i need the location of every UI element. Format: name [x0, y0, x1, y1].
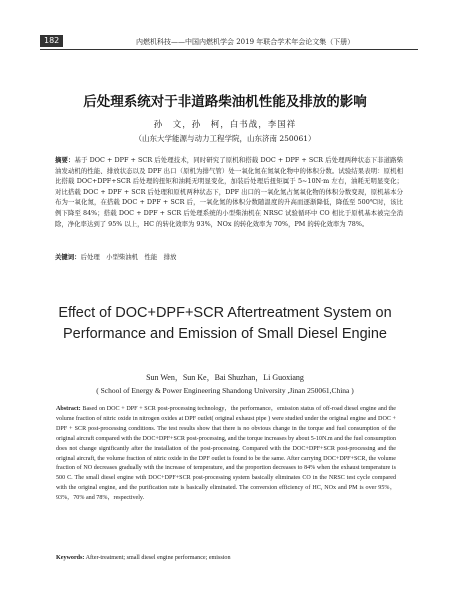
running-header	[40, 37, 418, 50]
english-affiliation: ( School of Energy & Power Engineering Shandong University ,Jinan 250061,China )	[96, 386, 354, 395]
chinese-keywords-label: 关键词：	[55, 253, 81, 261]
english-abstract-text: Based on DOC + DPF + SCR post-processing technology，the performance，emission status of off-road diesel engine and the volume fraction of nitric oxide in nitrogen oxides at DPF outlet( original exhaust pipe ) were studied under the original engine and DOC + DPF + SCR post-processing conditions. The test results show that there is no obvious change in the torque and fuel consumption of the original aircraft compared with the DOC+DPF+SCR post-processing, and the torque increases by about 5-10N.m and the fuel consumption does not change significantly after the installation of the post-processing. Compared with the DOC+DPF+SCR post-processing and the original aircraft, the volume fraction of nitric oxide in the DPF outlet is found to be the same. After carrying DOC+DPF+SCR, the volume fraction of NO decreases gradually with the increase of temperature, and the proportion decreases to 84% when the exhaust temperature is 500 C. The small diesel engine with DOC+DPF+SCR post-processing system basically eliminates CO in the NRSC test cycle compared with the original engine, and the purification rate is basically eliminated. The conversion efficiency of HC, NOx and PM is over 95%，93%，70% and 78%，respectively.	[56, 406, 396, 502]
english-keywords-text: After-treatment; small diesel engine performance; emission	[85, 555, 231, 561]
english-keywords-label: Keywords:	[56, 555, 85, 561]
journal-title: 内燃机科技——中国内燃机学会 2019 年联合学术年会论文集（下册）	[136, 38, 355, 46]
english-title-line-2: Performance and Emission of Small Diesel Engine	[63, 326, 387, 342]
chinese-authors: 孙 文，孙 柯，白书战，李国祥	[153, 120, 297, 130]
english-title-line-1: Effect of DOC+DPF+SCR Aftertreatment System on	[58, 305, 392, 321]
chinese-keywords-text: 后处理 小型柴油机 性能 排放	[80, 253, 177, 261]
chinese-affiliation: （山东大学能源与动力工程学院，山东济南 250061）	[134, 134, 316, 143]
chinese-abstract-label: 摘要：	[55, 156, 75, 164]
english-title	[0, 303, 450, 345]
chinese-abstract-text: 基于 DOC + DPF + SCR 后处理技术，同时研究了原机和搭载 DOC + DPF + SCR 后处理两种状态下非道路柴油发动机的性能、排放状态以及 DPF 出口（原机为排气管）处一氧化氮在氮氧化物中的体积分数。试验结果表明：原机相比搭载 DOC+DPF+SCR 后处理的扭矩和油耗无明显变化，加装后处理后扭矩属于 5~10N·m 左右，油耗无明显变化；对比搭载 DOC + DPF + SCR 后处理和原机两种状态下，DPF 出口的一氧化氮占氮氧化物的体积分数变现，原机基本分布为一氧化氮，在搭载 DOC + DPF + SCR 后，一氧化氮的体积分数随温度的升高而逐渐降低，降低至 500℃时，该比例下降至 84%；搭载 DOC + DPF + SCR 后处理系统的小型柴油机在 NRSC 试验循环中 CO 相比于原机基本被完全消除，净化率达到了 95% 以上，HC 的转化效率为 93%，NOx 的转化效率为 70%，PM 的转化效率为 78%。	[55, 156, 403, 228]
chinese-abstract	[55, 155, 403, 229]
english-abstract	[56, 405, 396, 504]
english-keywords	[56, 553, 396, 563]
chinese-keywords	[55, 252, 403, 262]
english-abstract-label: Abstract:	[56, 406, 81, 412]
english-authors: Sun Wen，Sun Ke，Bai Shuzhan，Li Guoxiang	[146, 373, 304, 382]
chinese-title: 后处理系统对于非道路柴油机性能及排放的影响	[83, 94, 367, 110]
page-number: 182	[40, 35, 63, 47]
